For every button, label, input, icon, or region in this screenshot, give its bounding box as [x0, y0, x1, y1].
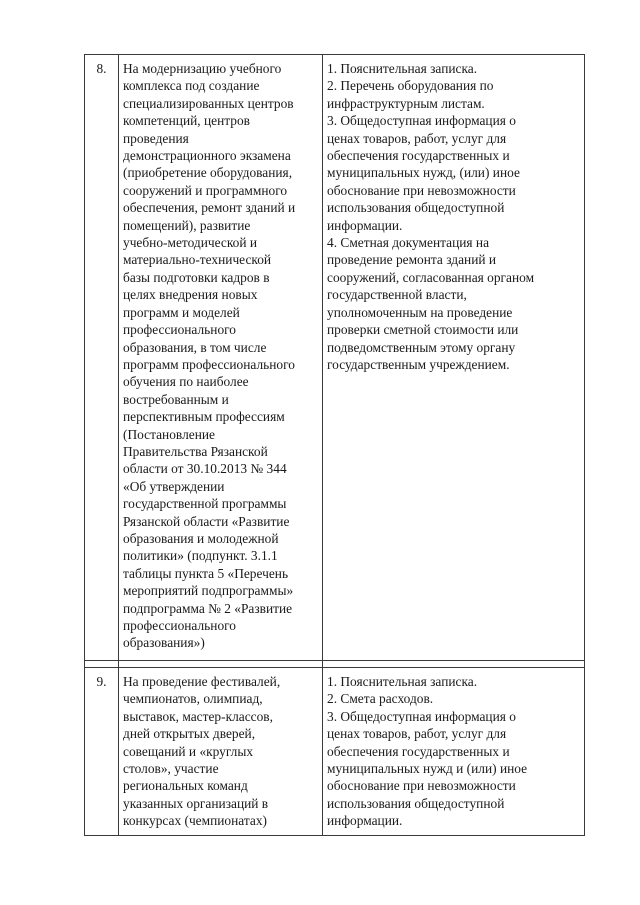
row-number: 8. [85, 55, 119, 661]
text-line: обоснование при невозможности [327, 778, 516, 794]
text-line: (Постановление [123, 426, 215, 442]
text-line: образования») [123, 635, 205, 651]
row-description [119, 55, 323, 661]
text-line: муниципальных нужд и (или) иное [327, 761, 528, 777]
table-row [85, 55, 585, 661]
text-line: муниципальных нужд, (или) иное [327, 165, 520, 181]
text-line: указанных организаций в [123, 795, 269, 811]
text-line: государственным учреждением. [327, 356, 510, 372]
text-line: 1. Пояснительная записка. [327, 674, 478, 689]
text-line: 4. Сметная документация на [327, 235, 490, 251]
text-line: дней открытых дверей, [123, 726, 256, 742]
text-line: государственной программы [123, 496, 287, 512]
text-line: Правительства Рязанской [123, 443, 268, 459]
text-line: сооружений, согласованная органом [327, 269, 535, 285]
text-line: столов», участие [123, 761, 219, 777]
text-line: информации. [327, 217, 403, 233]
text-line: 2. Перечень оборудования по [327, 78, 494, 94]
text-line: демонстрационного экзамена [123, 148, 291, 164]
text-line: обучения по наиболее [123, 374, 249, 390]
text-line: использования общедоступной [327, 795, 505, 811]
text-line: проведения [123, 130, 189, 146]
text-line: ценах товаров, работ, услуг для [327, 130, 507, 146]
description-lines [123, 60, 320, 652]
text-line: специализированных центров [123, 95, 294, 111]
text-line: проведение ремонта зданий и [327, 252, 497, 268]
text-line: компетенций, центров [123, 113, 251, 129]
description-lines [123, 673, 320, 830]
text-line: обеспечения государственных и [327, 148, 510, 164]
text-line: профессионального [123, 618, 236, 633]
text-line: обеспечения, ремонт зданий и [123, 200, 296, 216]
text-line: политики» (подпункт. 3.1.1 [123, 548, 278, 564]
row-documents [323, 55, 585, 661]
separator-cell [119, 661, 323, 668]
text-line: обоснование при невозможности [327, 182, 516, 198]
text-line: региональных команд [123, 778, 248, 794]
text-line: образования, в том числе [123, 339, 267, 355]
text-line: программ профессионального [123, 356, 295, 372]
text-line: уполномоченным на проведение [327, 304, 513, 320]
row-separator [85, 661, 585, 668]
text-line: использования общедоступной [327, 200, 505, 216]
text-line: На модернизацию учебного [123, 61, 282, 76]
text-line: помещений), развитие [123, 217, 251, 233]
text-line: целях внедрения новых [123, 287, 258, 303]
text-line: (приобретение оборудования, [123, 165, 293, 181]
documents-lines [327, 60, 580, 373]
text-line: обеспечения государственных и [327, 743, 510, 759]
text-line: инфраструктурным листам. [327, 95, 485, 111]
text-line: конкурсах (чемпионатах) [123, 813, 268, 829]
row-description [119, 668, 323, 836]
text-line: Рязанской области «Развитие [123, 513, 290, 529]
table-row [85, 668, 585, 836]
text-line: перспективным профессиям [123, 409, 285, 425]
text-line: информации. [327, 813, 403, 829]
separator-cell [323, 661, 585, 668]
text-line: мероприятий подпрограммы» [123, 583, 294, 599]
text-line: проверки сметной стоимости или [327, 322, 519, 338]
text-line: 3. Общедоступная информация о [327, 708, 516, 724]
text-line: выставок, мастер-классов, [123, 708, 273, 724]
text-line: 3. Общедоступная информация о [327, 113, 516, 129]
text-line: сооружений и программного [123, 182, 288, 198]
text-line: образования и молодежной [123, 530, 279, 546]
text-line: совещаний и «круглых [123, 743, 254, 759]
text-line: таблицы пункта 5 «Перечень [123, 565, 289, 581]
row-documents [323, 668, 585, 836]
text-line: «Об утверждении [123, 478, 225, 494]
text-line: учебно-методической и [123, 235, 258, 251]
text-line: программ и моделей [123, 304, 240, 320]
separator-cell [85, 661, 119, 668]
row-number: 9. [85, 668, 119, 836]
text-line: чемпионатов, олимпиад, [123, 691, 263, 707]
text-line: области от 30.10.2013 № 344 [123, 461, 287, 477]
text-line: государственной власти, [327, 287, 467, 303]
text-line: подведомственным этому органу [327, 339, 516, 355]
text-line: комплекса под создание [123, 78, 260, 94]
text-line: ценах товаров, работ, услуг для [327, 726, 507, 742]
text-line: подпрограмма № 2 «Развитие [123, 600, 293, 616]
text-line: На проведение фестивалей, [123, 674, 281, 689]
documents-lines [327, 673, 580, 830]
text-line: 2. Смета расходов. [327, 691, 434, 707]
text-line: базы подготовки кадров в [123, 269, 270, 285]
text-line: материально-технической [123, 252, 272, 268]
text-line: востребованным и [123, 391, 229, 407]
text-line: 1. Пояснительная записка. [327, 61, 478, 76]
text-line: профессионального [123, 322, 236, 338]
requirements-table [84, 54, 585, 836]
